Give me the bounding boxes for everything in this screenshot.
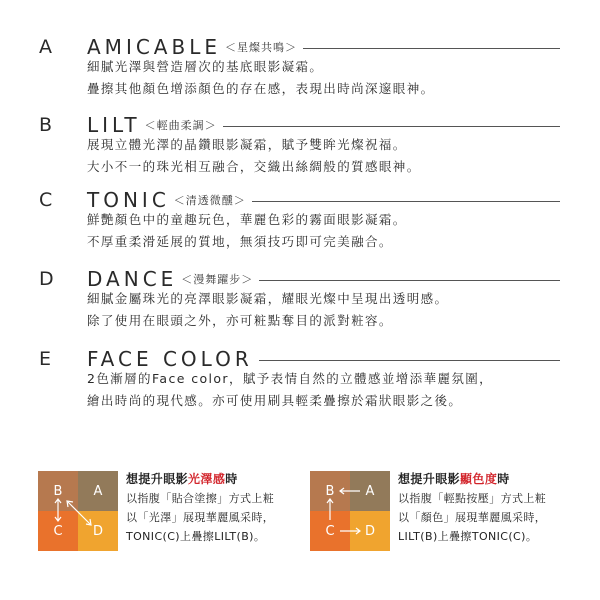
product-description-line: 鮮艷顏色中的童趣玩色，華麗色彩的霧面眼影凝霜。 [87, 212, 407, 227]
swatch-d: D [78, 511, 118, 551]
product-description-line: 細膩金屬珠光的亮澤眼影凝霜，耀眼光燦中呈現出透明感。 [87, 291, 449, 306]
tip-shine [38, 471, 298, 551]
product-name: DANCE [87, 267, 178, 291]
product-description-line: 疊擦其他顏色增添顏色的存在感，表現出時尚深邃眼神。 [87, 81, 435, 96]
product-description-line: 2色漸層的Face color，賦予表情自然的立體感並增添華麗氛圍， [87, 371, 494, 386]
product-description-line: 不厚重柔滑延展的質地，無須技巧即可完美融合。 [87, 234, 393, 249]
tip-highlight: 顯色度 [460, 472, 498, 486]
swatch-b: B [310, 471, 350, 511]
color-swatch-grid [310, 471, 390, 551]
product-tagline: ＜漫舞躍步＞ [181, 273, 254, 286]
product-title-row [87, 189, 560, 211]
product-section-e [0, 348, 600, 428]
tip-line: TONIC(C)上疊擦LILT(B)。 [126, 530, 266, 543]
swatch-b: B [38, 471, 78, 511]
product-description-line: 繪出時尚的現代感。亦可使用刷具輕柔疊擦於霜狀眼影之後。 [87, 393, 463, 408]
tip-color [310, 471, 580, 551]
product-title-row [87, 268, 560, 290]
product-name: FACE COLOR [87, 347, 253, 371]
product-tagline: ＜星燦共鳴＞ [224, 41, 297, 54]
product-description-line: 展現立體光澤的晶鑽眼影凝霜，賦予雙眸光燦祝福。 [87, 137, 407, 152]
section-letter: E [39, 348, 52, 370]
divider-line [259, 280, 560, 281]
divider-line [303, 48, 560, 49]
tip-line: 以指腹「輕點按壓」方式上粧 [398, 492, 547, 505]
swatch-d: D [350, 511, 390, 551]
product-title-row [87, 114, 560, 136]
product-name: LILT [87, 113, 141, 137]
product-section-d [0, 268, 600, 348]
product-description-line: 大小不一的珠光相互融合，交織出絲綢般的質感眼神。 [87, 159, 421, 174]
product-tagline: ＜清透微醺＞ [173, 194, 246, 207]
divider-line [252, 201, 560, 202]
tip-text [126, 470, 326, 546]
product-name: TONIC [87, 188, 170, 212]
swatch-c: C [38, 511, 78, 551]
tip-text [398, 470, 598, 546]
product-section-c [0, 189, 600, 269]
tip-line: 以「光澤」展現華麗風采時， [126, 511, 275, 524]
swatch-a: A [78, 471, 118, 511]
divider-line [223, 126, 560, 127]
product-title-row [87, 348, 560, 370]
tip-highlight: 光澤感 [188, 472, 226, 486]
tip-line: 以指腹「貼合塗擦」方式上粧 [126, 492, 275, 505]
section-letter: C [39, 189, 53, 211]
product-section-b [0, 114, 600, 194]
tip-line: LILT(B)上疊擦TONIC(C)。 [398, 530, 538, 543]
product-name: AMICABLE [87, 35, 221, 59]
product-description-line: 細膩光澤與營造層次的基底眼影凝霜。 [87, 59, 324, 74]
product-tagline: ＜輕曲柔調＞ [144, 119, 217, 132]
section-letter: D [39, 268, 54, 290]
product-section-a [0, 36, 600, 116]
product-description-line: 除了使用在眼頭之外，亦可粧點奪目的派對粧容。 [87, 313, 393, 328]
tip-line: 以「顏色」展現華麗風采時， [398, 511, 547, 524]
color-swatch-grid [38, 471, 118, 551]
divider-line [259, 360, 560, 361]
product-title-row [87, 36, 560, 58]
section-letter: B [39, 114, 53, 136]
swatch-a: A [350, 471, 390, 511]
section-letter: A [39, 36, 52, 58]
tip-title: 想提升眼影顯色度時 [398, 472, 510, 486]
swatch-c: C [310, 511, 350, 551]
tip-title: 想提升眼影光澤感時 [126, 472, 238, 486]
